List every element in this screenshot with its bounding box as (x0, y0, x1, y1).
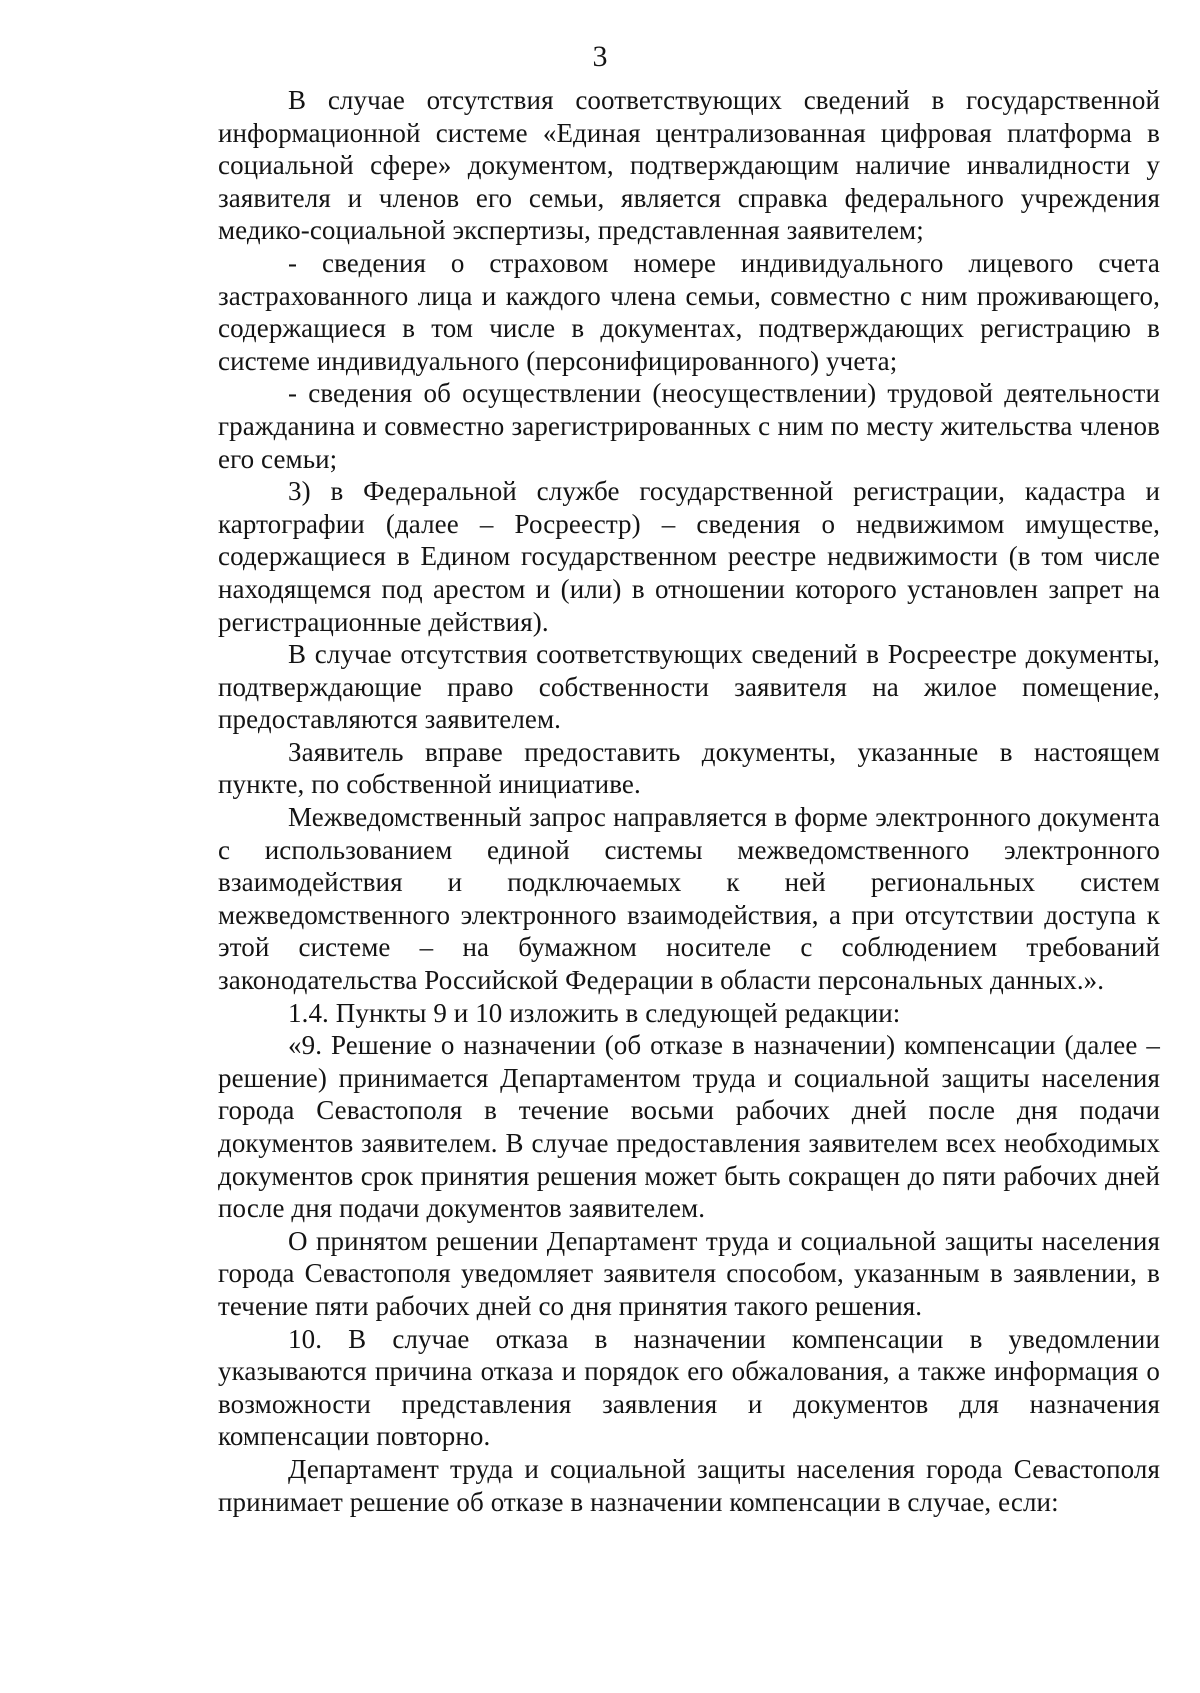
paragraph-9: «9. Решение о назначении (об отказе в назначении) компенсации (далее – решение) принимается Департаментом труда и социальной защиты населения города Севастополя в течение восьми рабочих дней после дня подачи документов заявителем. В случае предоставления заявителем всех необходимых документов срок принятия решения может быть сокращен до пяти рабочих дней после дня подачи документов заявителем. (218, 1030, 1160, 1224)
paragraph-5: В случае отсутствия соответствующих сведений в Росреестре документы, подтверждающие право собственности заявителя на жилое помещение, предоставляются заявителем. (218, 639, 1160, 735)
paragraph-7: Межведомственный запрос направляется в форме электронного документа с использованием единой системы межведомственного электронного взаимодействия и подключаемых к ней региональных систем межведомственного электронного взаимодействия, а при отсутствии доступа к этой системе – на бумажном носителе с соблюдением требований законодательства Российской Федерации в области персональных данных.». (218, 802, 1160, 996)
paragraph-12: Департамент труда и социальной защиты населения города Севастополя принимает решение об отказе в назначении компенсации в случае, если: (218, 1453, 1160, 1517)
paragraph-1: В случае отсутствия соответствующих сведений в государственной информационной системе «Единая централизованная цифровая платформа в социальной сфере» документом, подтверждающим наличие инвалидности у заявителя и членов его семьи, является справка федерального учреждения медико-социальной экспертизы, представленная заявителем; (218, 85, 1160, 246)
paragraph-4: 3) в Федеральной службе государственной регистрации, кадастра и картографии (далее – Росреестр) – сведения о недвижимом имуществе, содержащиеся в Едином государственном реестре недвижимости (в том числе находящемся под арестом и (или) в отношении которого установлен запрет на регистрационные действия). (218, 476, 1160, 637)
page-number: 3 (592, 40, 608, 73)
paragraph-11: 10. В случае отказа в назначении компенсации в уведомлении указываются причина отказа и порядок его обжалования, а также информация о возможности представления заявления и документов для назначения компенсации повторно. (218, 1323, 1160, 1452)
paragraph-10: О принятом решении Департамент труда и социальной защиты населения города Севастополя уведомляет заявителя способом, указанным в заявлении, в течение пяти рабочих дней со дня принятия такого решения. (218, 1225, 1160, 1321)
paragraph-2: - сведения о страховом номере индивидуального лицевого счета застрахованного лица и каждого члена семьи, совместно с ним проживающего, содержащиеся в том числе в документах, подтверждающих регистрацию в системе индивидуального (персонифицированного) учета; (218, 247, 1160, 376)
paragraph-6: Заявитель вправе предоставить документы, указанные в настоящем пункте, по собственной инициативе. (218, 736, 1160, 800)
paragraph-8: 1.4. Пункты 9 и 10 изложить в следующей редакции: (288, 997, 901, 1028)
paragraph-3: - сведения об осуществлении (неосуществлении) трудовой деятельности гражданина и совместно зарегистрированных с ним по месту жительства членов его семьи; (218, 378, 1160, 474)
document-body (218, 84, 1160, 1518)
